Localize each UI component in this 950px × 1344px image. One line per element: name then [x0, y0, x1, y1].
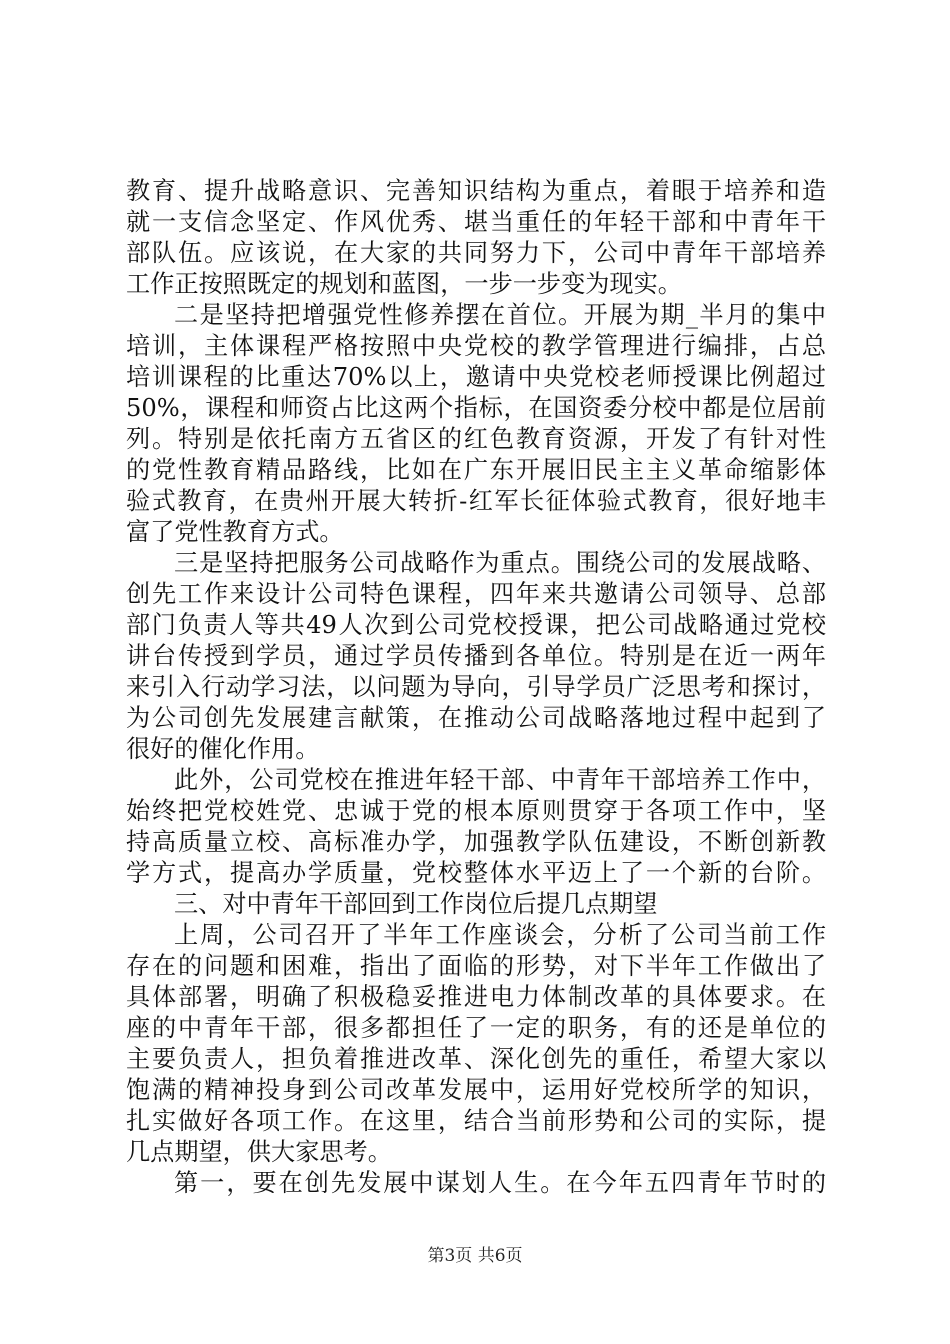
text-line: 具体部署，明确了积极稳妥推进电力体制改革的具体要求。在 — [126, 983, 826, 1011]
paragraph-start-line: 三是坚持把服务公司战略作为重点。围绕公司的发展战略、 — [174, 549, 826, 577]
text-line: 持高质量立校、高标准办学，加强教学队伍建设，不断创新教 — [126, 828, 826, 856]
text-line: 工作正按照既定的规划和蓝图，一步一步变为现实。 — [126, 270, 682, 298]
text-line: 讲台传授到学员，通过学员传播到各单位。特别是在近一两年 — [126, 642, 826, 670]
text-line: 50%，课程和师资占比这两个指标，在国资委分校中都是位居前 — [126, 394, 826, 422]
text-line: 来引入行动学习法，以问题为导向，引导学员广泛思考和探讨， — [126, 673, 826, 701]
section-heading: 三、对中青年干部回到工作岗位后提几点期望 — [174, 890, 658, 918]
page-number-footer: 第3页 共6页 — [427, 1246, 523, 1266]
text-line: 培训，主体课程严格按照中央党校的教学管理进行编排，占总 — [126, 332, 826, 360]
text-line: 饱满的精神投身到公司改革发展中，运用好党校所学的知识， — [126, 1076, 826, 1104]
text-line: 主要负责人，担负着推进改革、深化创先的重任，希望大家以 — [126, 1045, 826, 1073]
text-line: 的党性教育精品路线，比如在广东开展旧民主主义革命缩影体 — [126, 456, 826, 484]
text-line: 存在的问题和困难，指出了面临的形势，对下半年工作做出了 — [126, 952, 826, 980]
text-line: 为公司创先发展建言献策，在推动公司战略落地过程中起到了 — [126, 704, 826, 732]
text-line: 富了党性教育方式。 — [126, 518, 344, 546]
paragraph-start-line: 第一，要在创先发展中谋划人生。在今年五四青年节时的 — [174, 1169, 826, 1197]
text-line: 扎实做好各项工作。在这里，结合当前形势和公司的实际，提 — [126, 1107, 826, 1135]
text-line: 几点期望，供大家思考。 — [126, 1138, 392, 1166]
text-line: 始终把党校姓党、忠诚于党的根本原则贯穿于各项工作中，坚 — [126, 797, 826, 825]
text-line: 座的中青年干部，很多都担任了一定的职务，有的还是单位的 — [126, 1014, 826, 1042]
text-line: 部门负责人等共49人次到公司党校授课，把公司战略通过党校 — [126, 611, 826, 639]
paragraph-start-line: 二是坚持把增强党性修养摆在首位。开展为期_半月的集中 — [174, 301, 826, 329]
text-line: 教育、提升战略意识、完善知识结构为重点，着眼于培养和造 — [126, 177, 826, 205]
text-line: 学方式，提高办学质量，党校整体水平迈上了一个新的台阶。 — [126, 859, 826, 887]
text-line: 创先工作来设计公司特色课程，四年来共邀请公司领导、总部 — [126, 580, 826, 608]
text-line: 培训课程的比重达70%以上，邀请中央党校老师授课比例超过 — [126, 363, 826, 391]
paragraph-start-line: 上周，公司召开了半年工作座谈会，分析了公司当前工作 — [174, 921, 826, 949]
paragraph-start-line: 此外，公司党校在推进年轻干部、中青年干部培养工作中， — [174, 766, 826, 794]
text-line: 验式教育，在贵州开展大转折-红军长征体验式教育，很好地丰 — [126, 487, 826, 515]
text-line: 列。特别是依托南方五省区的红色教育资源，开发了有针对性 — [126, 425, 826, 453]
text-line: 很好的催化作用。 — [126, 735, 320, 763]
text-line: 部队伍。应该说，在大家的共同努力下，公司中青年干部培养 — [126, 239, 826, 267]
text-line: 就一支信念坚定、作风优秀、堪当重任的年轻干部和中青年干 — [126, 208, 826, 236]
